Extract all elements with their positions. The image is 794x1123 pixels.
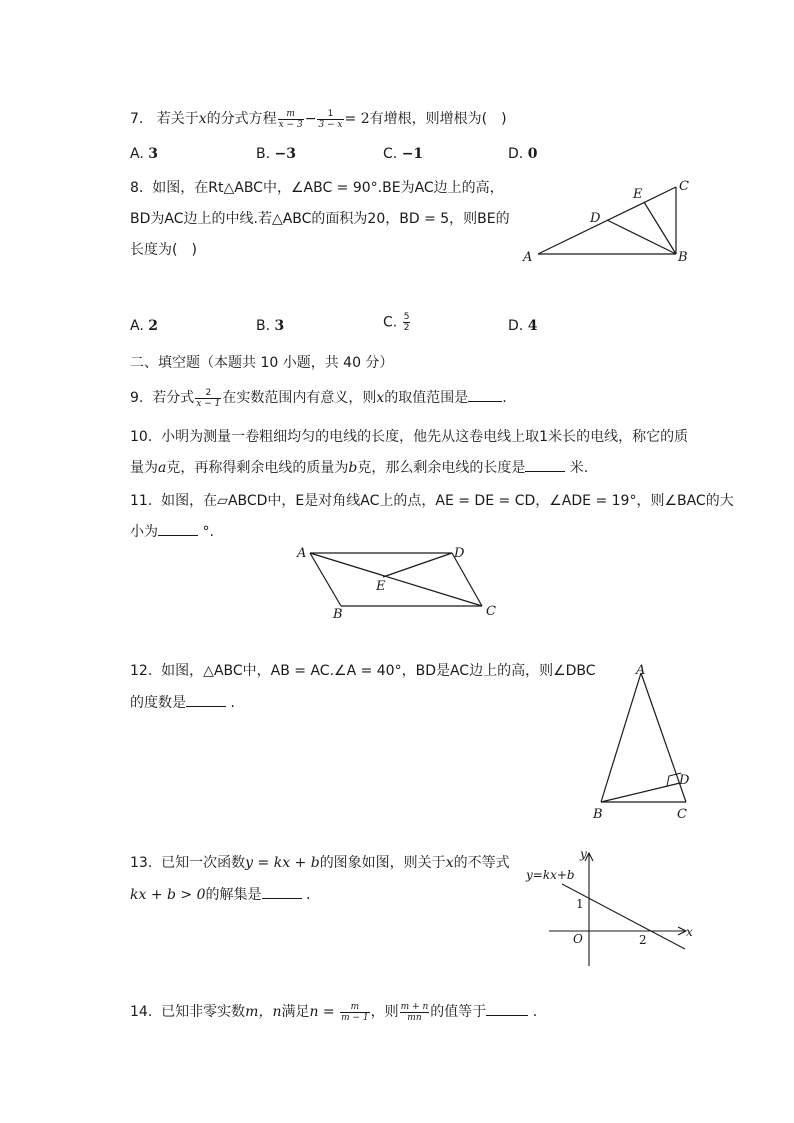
q14-fraction-1: $\frac{m}{m - 1}$ — [341, 1001, 369, 1023]
q12-label-c: C — [677, 807, 687, 822]
q12-figure — [585, 662, 705, 824]
q9-number: 9. — [130, 390, 144, 406]
q11-stem-line1: 11. 如图，在▱ABCD中，E是对角线AC上的点，AE = DE = CD，∠ADE = 19°，则∠BAC的大 — [130, 493, 734, 509]
q7-option-c[interactable]: C. −1 — [383, 146, 424, 162]
q13-y-intercept-label: 1 — [576, 897, 584, 911]
q8-number: 8. — [130, 180, 144, 196]
q7-option-d[interactable]: D. 0 — [508, 146, 538, 162]
q8-label-a: A — [523, 250, 533, 265]
q10-stem-line2: 量为a克，再称得剩余电线的质量为b克，那么剩余电线的长度是 米. — [130, 460, 589, 476]
q9-answer-blank[interactable] — [468, 389, 502, 402]
q11-label-b: B — [333, 607, 343, 622]
q9-stem: 9. 若分式 $\frac{2}{x - 1}$ 在实数范围内有意义，则x的取值范围是 . — [130, 387, 507, 409]
q7-stem: 7. 若关于x的分式方程 $\frac{m}{x - 3}$ − $\frac{1}{3 - x}$ = 2有增根，则增根为( ) — [130, 108, 507, 130]
q7-number: 7. — [130, 111, 144, 127]
q10-number: 10. — [130, 429, 153, 445]
q13-y-axis-label: y — [580, 847, 587, 861]
q13-answer-blank[interactable] — [262, 886, 302, 899]
q11-label-c: C — [486, 604, 496, 619]
q7-fraction-2: $\frac{1}{3 - x}$ — [318, 108, 343, 130]
q13-graph — [522, 846, 702, 970]
q11-label-a: A — [297, 546, 307, 561]
q14-answer-blank[interactable] — [486, 1003, 528, 1016]
q10-answer-blank[interactable] — [525, 459, 565, 472]
q7-fraction-1: $\frac{m}{x - 3}$ — [278, 108, 303, 130]
q13-stem-line1: 13. 已知一次函数y = kx + b的图象如图，则关于x的不等式 — [130, 855, 510, 871]
q8-stem-line2: BD为AC边上的中线.若△ABC的面积为20，BD = 5，则BE的 — [130, 211, 510, 227]
q8-option-b[interactable]: B. 3 — [256, 318, 285, 334]
q8-option-d[interactable]: D. 4 — [508, 318, 538, 334]
q12-label-b: B — [593, 807, 603, 822]
q12-stem-line1: 12. 如图，△ABC中，AB = AC.∠A = 40°，BD是AC边上的高，则∠DBC — [130, 663, 596, 679]
q13-origin-label: O — [573, 932, 583, 946]
q11-stem-line2: 小为 °. — [130, 524, 214, 540]
q11-number: 11. — [130, 493, 153, 509]
q11-answer-blank[interactable] — [158, 523, 198, 536]
q10-stem-line1: 10. 小明为测量一卷粗细均匀的电线的长度，他先从这卷电线上取1米长的电线，称它的质 — [130, 429, 689, 445]
q8-label-c: C — [679, 179, 689, 194]
q12-answer-blank[interactable] — [186, 694, 226, 707]
q8-stem-line1: 8. 如图，在Rt△ABC中，∠ABC = 90°.BE为AC边上的高， — [130, 180, 504, 196]
q11-label-e: E — [376, 579, 386, 594]
q8-option-c[interactable]: C. $\frac{5}{2}$ — [383, 312, 410, 333]
q12-number: 12. — [130, 663, 153, 679]
q12-label-a: A — [636, 663, 646, 678]
q8-figure — [520, 176, 700, 268]
q13-stem-line2: kx + b > 0的解集是 . — [130, 887, 311, 903]
q7-option-a[interactable]: A. 3 — [130, 146, 158, 162]
q11-figure — [295, 543, 505, 625]
q12-label-d: D — [679, 773, 690, 788]
q8-label-e: E — [633, 187, 643, 202]
q8-label-b: B — [678, 250, 688, 265]
q13-x-axis-label: x — [686, 925, 693, 939]
q14-number: 14. — [130, 1004, 153, 1020]
q14-fraction-2: $\frac{m + n}{mn}$ — [400, 1001, 429, 1023]
q7-option-b[interactable]: B. −3 — [256, 146, 296, 162]
q8-option-a[interactable]: A. 2 — [130, 318, 158, 334]
q12-stem-line2: 的度数是 . — [130, 695, 235, 711]
q8-label-d: D — [590, 211, 601, 226]
q8-stem-line3: 长度为( ) — [130, 242, 197, 258]
q14-stem: 14. 已知非零实数m，n满足n = $\frac{m}{m - 1}$ ，则 $\frac{m + n}{mn}$ 的值等于 . — [130, 1001, 538, 1023]
section2-title: 二、填空题（本题共 10 小题，共 40 分） — [130, 355, 394, 371]
q11-label-d: D — [454, 546, 465, 561]
q13-x-intercept-label: 2 — [639, 933, 647, 947]
q13-function-label: y=kx+b — [526, 868, 575, 882]
q9-fraction: $\frac{2}{x - 1}$ — [196, 387, 221, 409]
q13-number: 13. — [130, 855, 153, 871]
